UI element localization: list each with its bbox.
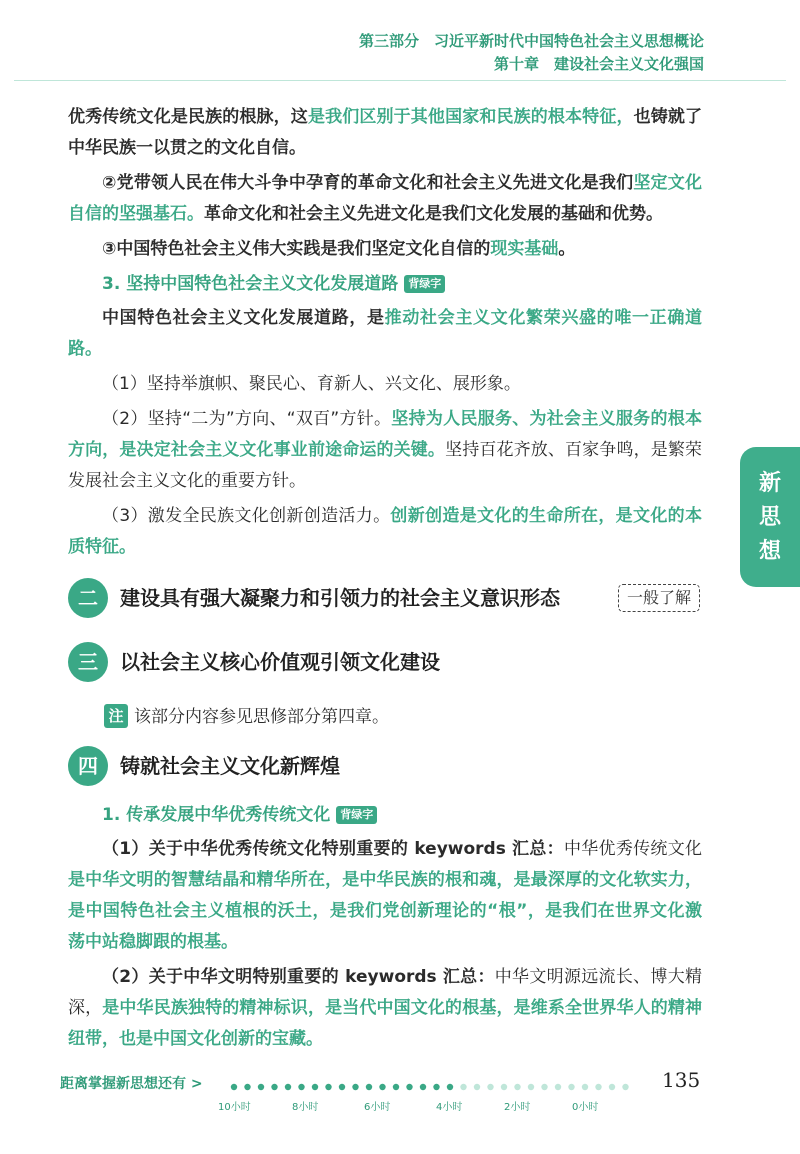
paragraph-traditional-culture: 优秀传统文化是民族的根脉，这是我们区别于其他国家和民族的根本特征，也铸就了中华民族一以贯之的文化自信。 — [68, 107, 703, 158]
header-divider — [14, 80, 786, 81]
paragraph-item-2: （2）坚持“二为”方向、“双百”方针。坚持为人民服务、为社会主义服务的根本方向，是决定社会主义文化事业前途命运的关键。坚持百花齐放、百家争鸣，是繁荣发展社会主义文化的重要方针。 — [68, 409, 703, 491]
section-four-heading — [68, 746, 708, 792]
progress-dot — [487, 1084, 493, 1090]
section-three-heading — [68, 642, 708, 688]
progress-dot — [258, 1084, 264, 1090]
green-keyword: 坚定文化自信的坚强基石。 — [68, 173, 702, 224]
progress-dot — [271, 1084, 277, 1090]
progress-dot — [352, 1084, 358, 1090]
side-tab-char: 新 — [758, 471, 781, 496]
section-number-badge: 三 — [68, 642, 108, 682]
side-chapter-tab — [740, 447, 800, 587]
section-number-badge: 四 — [68, 746, 108, 786]
progress-dot — [582, 1084, 588, 1090]
section-title: 铸就社会主义文化新辉煌 — [120, 754, 340, 778]
subheading-development-path: 3. 坚持中国特色社会主义文化发展道路 背绿字 — [102, 269, 702, 300]
section-number-badge: 二 — [68, 578, 108, 618]
progress-dot — [460, 1084, 466, 1090]
progress-dot — [339, 1084, 345, 1090]
green-keyword: 坚持为人民服务、为社会主义服务的根本方向，是决定社会主义文化事业前途命运的关键。 — [68, 409, 702, 460]
paragraph-revolutionary-culture: ②党带领人民在伟大斗争中孕育的革命文化和社会主义先进文化是我们坚定文化自信的坚强基石。革命文化和社会主义先进文化是我们文化发展的基础和优势。 — [68, 173, 702, 224]
progress-dot — [622, 1084, 628, 1090]
paragraph-practice-foundation: ③中国特色社会主义伟大实践是我们坚定文化自信的现实基础。 — [102, 239, 576, 259]
section-four-text-block — [68, 800, 702, 1059]
subheading-traditional-culture: 1. 传承发展中华优秀传统文化 背绿字 — [102, 800, 702, 831]
progress-dot — [568, 1084, 574, 1090]
reference-note — [104, 702, 389, 732]
progress-dot — [514, 1084, 520, 1090]
general-understanding-tag: 一般了解 — [618, 584, 700, 612]
main-text-block — [68, 102, 702, 567]
side-tab-char: 思 — [758, 505, 781, 530]
paragraph-path-definition: 中国特色社会主义文化发展道路，是推动社会主义文化繁荣兴盛的唯一正确道路。 — [68, 308, 703, 359]
green-keyword: 现实基础 — [490, 239, 559, 259]
hour-mark: 10小时 — [218, 1102, 251, 1113]
section-title: 建设具有强大凝聚力和引领力的社会主义意识形态 — [120, 586, 560, 610]
paragraph-keywords-civilization: （2）关于中华文明特别重要的 keywords 汇总：中华文明源远流长、博大精深，是中华民族独特的精神标识，是当代中国文化的根基，是维系全世界华人的精神纽带，也是中国文化创新的宝藏。 — [68, 967, 703, 1049]
progress-dot — [555, 1084, 561, 1090]
progress-dot — [231, 1084, 237, 1090]
progress-dot — [420, 1084, 426, 1090]
green-keyword: 是我们区别于其他国家和民族的根本特征， — [307, 107, 634, 127]
progress-dot — [298, 1084, 304, 1090]
hour-mark: 4小时 — [436, 1102, 463, 1113]
green-keyword: 创新创造是文化的生命所在，是文化的本质特征。 — [68, 506, 702, 557]
section-two-heading — [68, 578, 708, 624]
progress-dot — [447, 1084, 453, 1090]
header-chapter-title: 第十章 建设社会主义文化强国 — [493, 55, 704, 73]
progress-dot — [595, 1084, 601, 1090]
green-keyword: 推动社会主义文化繁荣兴盛的唯一正确道路。 — [68, 308, 703, 359]
progress-dot — [433, 1084, 439, 1090]
paragraph-keywords-traditional: （1）关于中华优秀传统文化特别重要的 keywords 汇总：中华优秀传统文化是中华文明的智慧结晶和精华所在，是中华民族的根和魂，是最深厚的文化软实力，是中国特色社会主义植根的沃土，是我们党创新理论的“根”，是我们在世界文化激荡中站稳脚跟的根基。 — [68, 839, 702, 952]
paragraph-item-3: （3）激发全民族文化创新创造活力。创新创造是文化的生命所在，是文化的本质特征。 — [68, 506, 702, 557]
progress-dot — [285, 1084, 291, 1090]
memorize-green-badge: 背绿字 — [336, 806, 377, 824]
green-keyword: 是中华文明的智慧结晶和精华所在，是中华民族的根和魂，是最深厚的文化软实力，是中国特色社会主义植根的沃土，是我们党创新理论的“根”，是我们在世界文化激荡中站稳脚跟的根基。 — [68, 870, 702, 952]
hour-mark: 6小时 — [364, 1102, 391, 1113]
green-keyword: 是中华民族独特的精神标识，是当代中国文化的根基，是维系全世界华人的精神纽带，也是中国文化创新的宝藏。 — [68, 998, 703, 1049]
hour-mark: 2小时 — [504, 1102, 531, 1113]
header-part-title: 第三部分 习近平新时代中国特色社会主义思想概论 — [358, 32, 704, 50]
progress-dot-track — [229, 1082, 669, 1092]
hour-mark: 8小时 — [292, 1102, 319, 1113]
side-tab-char: 想 — [758, 539, 781, 564]
progress-dot — [406, 1084, 412, 1090]
section-title: 以社会主义核心价值观引领文化建设 — [120, 650, 440, 674]
progress-dot — [379, 1084, 385, 1090]
progress-dot — [393, 1084, 399, 1090]
progress-dot — [244, 1084, 250, 1090]
progress-dot — [474, 1084, 480, 1090]
progress-dot — [325, 1084, 331, 1090]
progress-dot — [609, 1084, 615, 1090]
hour-mark: 0小时 — [572, 1102, 599, 1113]
note-icon: 注 — [104, 704, 128, 728]
progress-dot — [366, 1084, 372, 1090]
progress-label: 距离掌握新思想还有 > — [60, 1076, 203, 1092]
page-number: 135 — [662, 1068, 701, 1092]
progress-dot — [528, 1084, 534, 1090]
progress-dot — [501, 1084, 507, 1090]
running-header — [359, 30, 704, 76]
note-text: 该部分内容参见思修部分第四章。 — [134, 707, 389, 727]
paragraph-item-1: （1）坚持举旗帜、聚民心、育新人、兴文化、展形象。 — [102, 374, 521, 394]
progress-dots — [229, 1082, 669, 1092]
memorize-green-badge: 背绿字 — [404, 275, 445, 293]
progress-dot — [541, 1084, 547, 1090]
progress-dot — [312, 1084, 318, 1090]
